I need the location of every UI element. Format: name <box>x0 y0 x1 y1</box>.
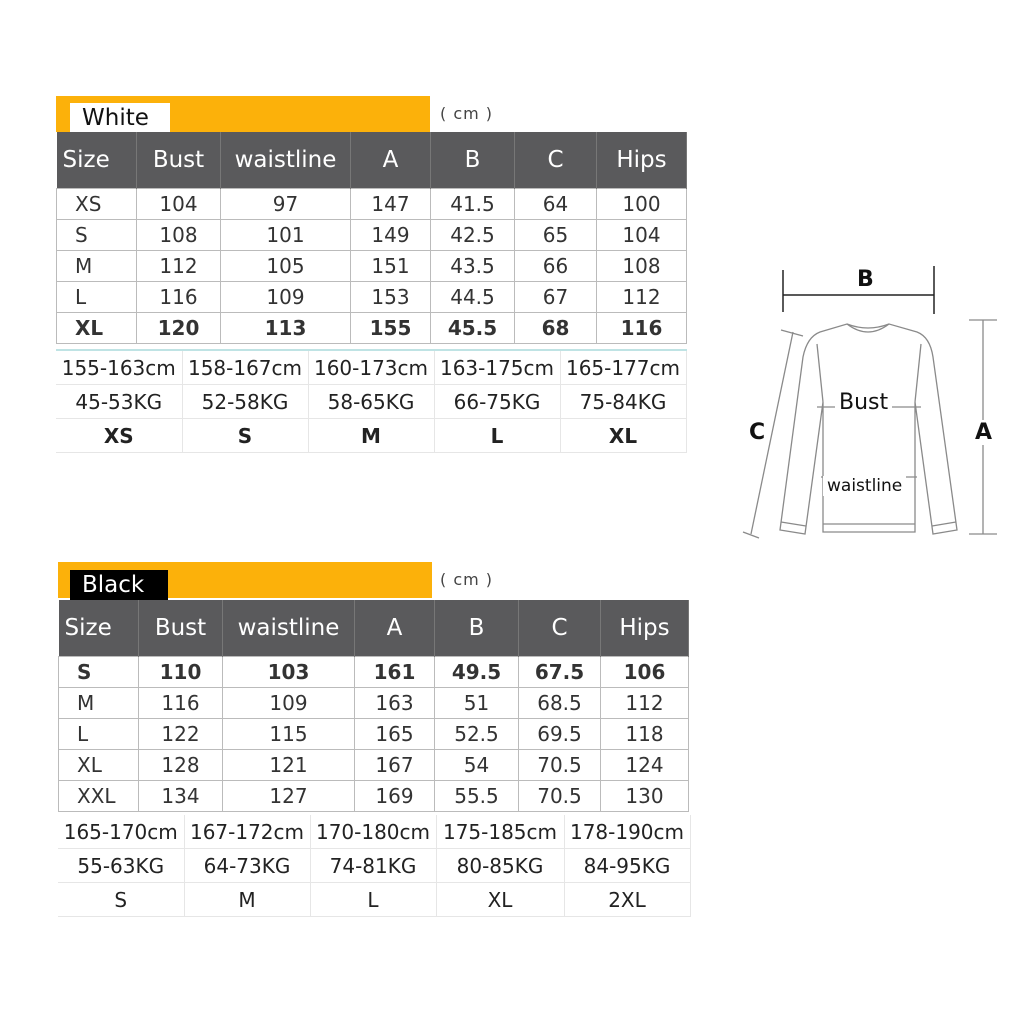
weight-row <box>56 385 686 419</box>
height-range: 175-185cm <box>436 815 564 849</box>
dimension-a-label: A <box>975 420 993 445</box>
header-a: A <box>355 600 435 657</box>
dimension-c-label: C <box>749 420 766 445</box>
cell-c: 68.5 <box>519 688 601 719</box>
height-row <box>56 350 686 385</box>
header-bust: Bust <box>137 132 221 189</box>
table-row <box>59 657 689 688</box>
white-fit-table <box>56 349 687 453</box>
table-row <box>57 251 687 282</box>
size-row <box>56 419 686 453</box>
cell-bust: 104 <box>137 189 221 220</box>
size-label: S <box>182 419 308 453</box>
cell-b: 44.5 <box>431 282 515 313</box>
cell-b: 55.5 <box>435 781 519 812</box>
cell-a: 149 <box>351 220 431 251</box>
cell-bust: 134 <box>139 781 223 812</box>
black-fit-table <box>58 815 691 917</box>
header-waistline: waistline <box>223 600 355 657</box>
cell-c: 70.5 <box>519 781 601 812</box>
cell-c: 66 <box>515 251 597 282</box>
cell-b: 45.5 <box>431 313 515 344</box>
cell-b: 41.5 <box>431 189 515 220</box>
cell-c: 70.5 <box>519 750 601 781</box>
cell-size: M <box>59 688 139 719</box>
cell-bust: 116 <box>137 282 221 313</box>
table-row <box>59 688 689 719</box>
cell-a: 147 <box>351 189 431 220</box>
size-label: XL <box>560 419 686 453</box>
waistline-label: waistline <box>823 476 906 496</box>
height-range: 178-190cm <box>564 815 690 849</box>
size-label: M <box>184 883 310 917</box>
cell-size: XXL <box>59 781 139 812</box>
cell-c: 67.5 <box>519 657 601 688</box>
height-range: 167-172cm <box>184 815 310 849</box>
cell-a: 151 <box>351 251 431 282</box>
weight-range: 45-53KG <box>56 385 182 419</box>
black-header-row <box>59 600 689 657</box>
cell-waistline: 109 <box>221 282 351 313</box>
header-bust: Bust <box>139 600 223 657</box>
cell-hips: 116 <box>597 313 687 344</box>
cell-size: XL <box>59 750 139 781</box>
cell-c: 68 <box>515 313 597 344</box>
height-range: 165-170cm <box>58 815 184 849</box>
weight-row <box>58 849 690 883</box>
table-row <box>57 282 687 313</box>
cell-c: 64 <box>515 189 597 220</box>
cell-waistline: 103 <box>223 657 355 688</box>
cell-waistline: 109 <box>223 688 355 719</box>
weight-range: 66-75KG <box>434 385 560 419</box>
size-label: XS <box>56 419 182 453</box>
cell-c: 69.5 <box>519 719 601 750</box>
cell-b: 49.5 <box>435 657 519 688</box>
cell-hips: 106 <box>601 657 689 688</box>
cell-a: 167 <box>355 750 435 781</box>
header-hips: Hips <box>601 600 689 657</box>
cell-b: 42.5 <box>431 220 515 251</box>
height-range: 160-173cm <box>308 350 434 385</box>
garment-diagram <box>735 262 1005 547</box>
height-row <box>58 815 690 849</box>
dimension-b-label: B <box>857 267 874 292</box>
bust-label: Bust <box>835 390 892 415</box>
cell-hips: 112 <box>601 688 689 719</box>
cell-c: 65 <box>515 220 597 251</box>
cell-hips: 104 <box>597 220 687 251</box>
size-label: L <box>310 883 436 917</box>
header-hips: Hips <box>597 132 687 189</box>
cell-a: 169 <box>355 781 435 812</box>
size-label: 2XL <box>564 883 690 917</box>
table-row <box>57 189 687 220</box>
cell-size: S <box>59 657 139 688</box>
cell-size: XS <box>57 189 137 220</box>
header-c: C <box>519 600 601 657</box>
table-row <box>59 719 689 750</box>
weight-range: 64-73KG <box>184 849 310 883</box>
size-label: L <box>434 419 560 453</box>
size-label: S <box>58 883 184 917</box>
height-range: 170-180cm <box>310 815 436 849</box>
table-row <box>59 750 689 781</box>
cell-b: 51 <box>435 688 519 719</box>
table-row <box>57 220 687 251</box>
header-a: A <box>351 132 431 189</box>
cell-bust: 112 <box>137 251 221 282</box>
cell-hips: 100 <box>597 189 687 220</box>
cell-a: 165 <box>355 719 435 750</box>
header-b: B <box>431 132 515 189</box>
header-waistline: waistline <box>221 132 351 189</box>
white-color-label: White <box>70 103 170 133</box>
weight-range: 55-63KG <box>58 849 184 883</box>
cell-size: S <box>57 220 137 251</box>
weight-range: 84-95KG <box>564 849 690 883</box>
cell-hips: 112 <box>597 282 687 313</box>
header-c: C <box>515 132 597 189</box>
cell-bust: 110 <box>139 657 223 688</box>
cell-b: 54 <box>435 750 519 781</box>
black-unit-label: ( cm ) <box>440 570 494 589</box>
table-row <box>57 313 687 344</box>
weight-range: 74-81KG <box>310 849 436 883</box>
cell-b: 43.5 <box>431 251 515 282</box>
cell-size: L <box>59 719 139 750</box>
header-size: Size <box>57 132 137 189</box>
white-header-row <box>57 132 687 189</box>
cell-bust: 108 <box>137 220 221 251</box>
cell-waistline: 105 <box>221 251 351 282</box>
height-range: 155-163cm <box>56 350 182 385</box>
cell-size: M <box>57 251 137 282</box>
header-b: B <box>435 600 519 657</box>
cell-bust: 116 <box>139 688 223 719</box>
weight-range: 75-84KG <box>560 385 686 419</box>
size-label: XL <box>436 883 564 917</box>
cell-hips: 108 <box>597 251 687 282</box>
cell-a: 155 <box>351 313 431 344</box>
cell-size: XL <box>57 313 137 344</box>
white-size-table <box>56 132 687 344</box>
size-label: M <box>308 419 434 453</box>
white-unit-label: ( cm ) <box>440 104 494 123</box>
header-size: Size <box>59 600 139 657</box>
weight-range: 80-85KG <box>436 849 564 883</box>
cell-a: 161 <box>355 657 435 688</box>
height-range: 165-177cm <box>560 350 686 385</box>
cell-bust: 120 <box>137 313 221 344</box>
cell-a: 153 <box>351 282 431 313</box>
cell-size: L <box>57 282 137 313</box>
cell-waistline: 101 <box>221 220 351 251</box>
cell-b: 52.5 <box>435 719 519 750</box>
table-row <box>59 781 689 812</box>
cell-hips: 124 <box>601 750 689 781</box>
cell-hips: 130 <box>601 781 689 812</box>
cell-a: 163 <box>355 688 435 719</box>
cell-waistline: 127 <box>223 781 355 812</box>
cell-c: 67 <box>515 282 597 313</box>
height-range: 158-167cm <box>182 350 308 385</box>
cell-bust: 128 <box>139 750 223 781</box>
cell-hips: 118 <box>601 719 689 750</box>
cell-waistline: 121 <box>223 750 355 781</box>
black-size-table <box>58 600 689 812</box>
cell-bust: 122 <box>139 719 223 750</box>
black-color-label: Black <box>70 570 168 600</box>
cell-waistline: 97 <box>221 189 351 220</box>
size-row <box>58 883 690 917</box>
weight-range: 52-58KG <box>182 385 308 419</box>
cell-waistline: 115 <box>223 719 355 750</box>
cell-waistline: 113 <box>221 313 351 344</box>
height-range: 163-175cm <box>434 350 560 385</box>
weight-range: 58-65KG <box>308 385 434 419</box>
